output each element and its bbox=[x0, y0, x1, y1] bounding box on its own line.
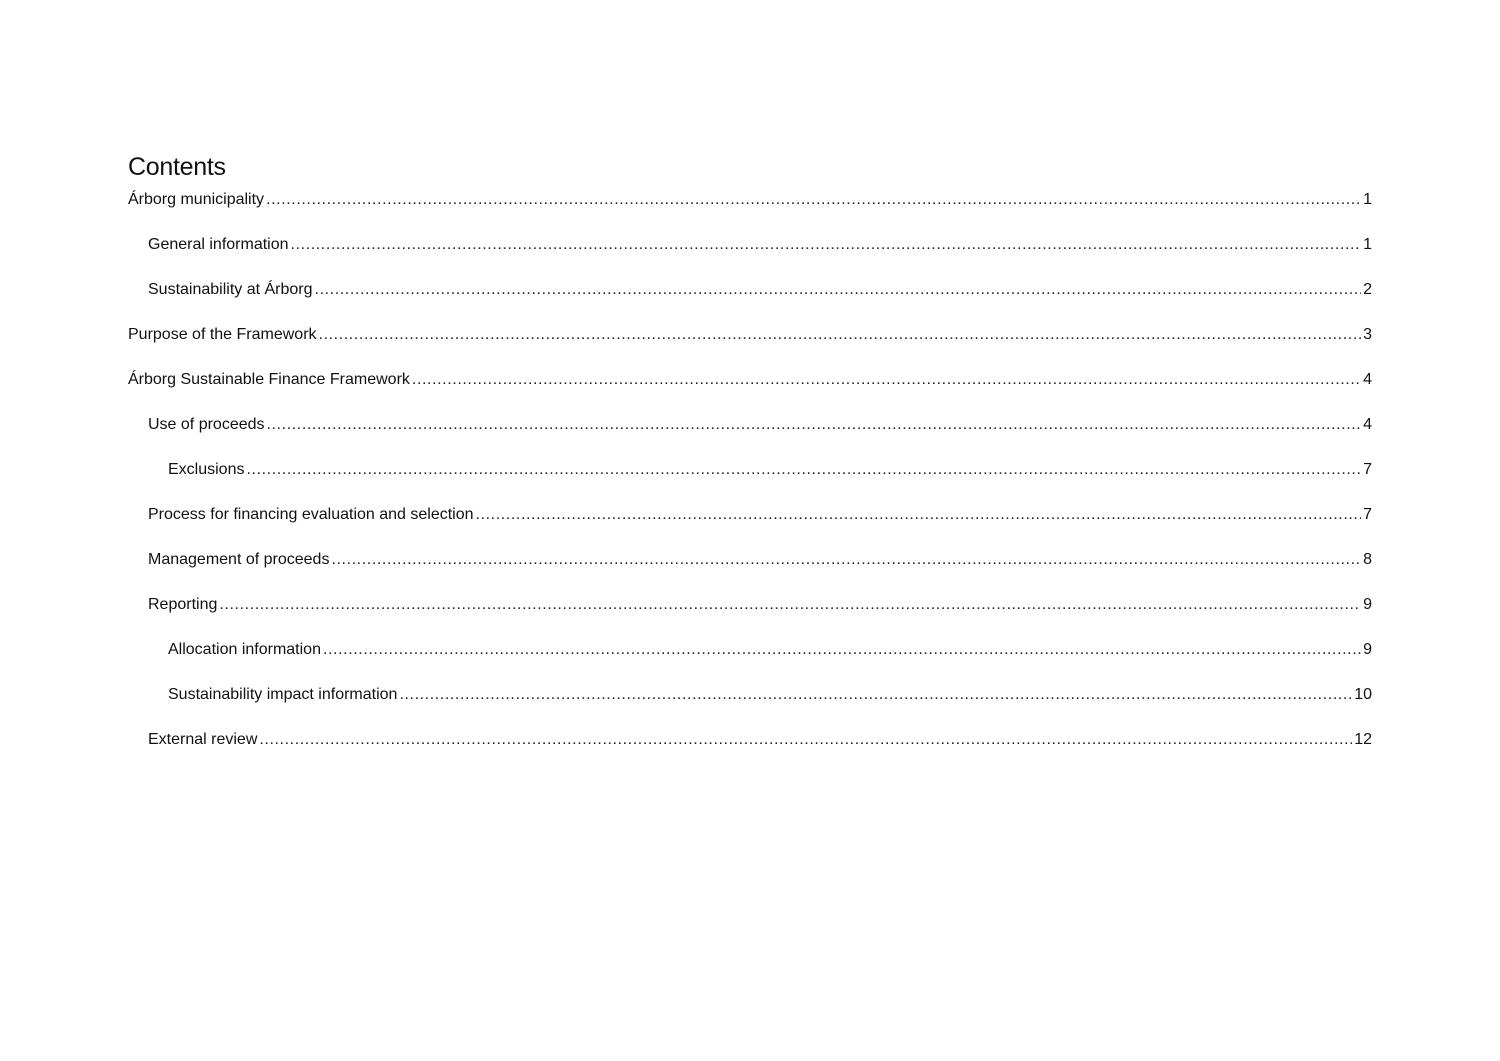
toc-entry-label: External review bbox=[148, 731, 258, 748]
toc-dot-leader bbox=[323, 636, 1361, 664]
toc-page-number: 4 bbox=[1363, 371, 1372, 388]
toc-page-number: 10 bbox=[1354, 686, 1372, 703]
toc-entry-arborg-sustainable-finance-framework[interactable] bbox=[128, 366, 1372, 411]
toc-entry-management-of-proceeds[interactable] bbox=[128, 546, 1372, 591]
toc-entry-label: Allocation information bbox=[168, 641, 321, 658]
toc-title: Contents bbox=[128, 153, 226, 181]
toc-dot-leader bbox=[219, 591, 1361, 619]
toc-entry-label: General information bbox=[148, 236, 289, 253]
toc-dot-leader bbox=[291, 231, 1362, 259]
toc-entry-label: Árborg Sustainable Finance Framework bbox=[128, 371, 410, 388]
toc-entry-purpose-of-the-framework[interactable] bbox=[128, 321, 1372, 366]
toc-dot-leader bbox=[399, 681, 1352, 709]
toc-entry-label: Use of proceeds bbox=[148, 416, 265, 433]
toc-entry-reporting[interactable] bbox=[128, 591, 1372, 636]
table-of-contents bbox=[128, 186, 1372, 771]
toc-page-number: 9 bbox=[1363, 641, 1372, 658]
toc-entry-label: Exclusions bbox=[168, 461, 245, 478]
toc-entry-process-for-financing-evaluation[interactable] bbox=[128, 501, 1372, 546]
toc-page-number: 8 bbox=[1363, 551, 1372, 568]
toc-dot-leader bbox=[331, 546, 1361, 574]
toc-page-number: 1 bbox=[1363, 236, 1372, 253]
toc-entry-label: Management of proceeds bbox=[148, 551, 330, 568]
toc-entry-exclusions[interactable] bbox=[128, 456, 1372, 501]
toc-entry-external-review[interactable] bbox=[128, 726, 1372, 771]
toc-dot-leader bbox=[412, 366, 1361, 394]
toc-dot-leader bbox=[246, 456, 1361, 484]
toc-entry-label: Purpose of the Framework bbox=[128, 326, 317, 343]
toc-entry-general-information[interactable] bbox=[128, 231, 1372, 276]
toc-page-number: 7 bbox=[1363, 461, 1372, 478]
toc-dot-leader bbox=[315, 276, 1362, 304]
toc-entry-sustainability-impact-information[interactable] bbox=[128, 681, 1372, 726]
toc-entry-label: Reporting bbox=[148, 596, 218, 613]
toc-dot-leader bbox=[267, 411, 1362, 439]
toc-dot-leader bbox=[319, 321, 1362, 349]
toc-page-number: 1 bbox=[1363, 191, 1372, 208]
toc-entry-arborg-municipality[interactable] bbox=[128, 186, 1372, 231]
toc-entry-sustainability-at-arborg[interactable] bbox=[128, 276, 1372, 321]
toc-entry-label: Sustainability impact information bbox=[168, 686, 398, 703]
toc-page-number: 12 bbox=[1354, 731, 1372, 748]
toc-dot-leader bbox=[476, 501, 1362, 529]
toc-dot-leader bbox=[259, 726, 1352, 754]
toc-page-number: 3 bbox=[1363, 326, 1372, 343]
toc-entry-allocation-information[interactable] bbox=[128, 636, 1372, 681]
toc-page-number: 4 bbox=[1363, 416, 1372, 433]
toc-page-number: 9 bbox=[1363, 596, 1372, 613]
toc-page-number: 7 bbox=[1363, 506, 1372, 523]
toc-entry-use-of-proceeds[interactable] bbox=[128, 411, 1372, 456]
toc-entry-label: Process for financing evaluation and selection bbox=[148, 506, 474, 523]
toc-page-number: 2 bbox=[1363, 281, 1372, 298]
toc-entry-label: Árborg municipality bbox=[128, 191, 265, 208]
toc-dot-leader bbox=[266, 186, 1361, 214]
toc-entry-label: Sustainability at Árborg bbox=[148, 281, 313, 298]
